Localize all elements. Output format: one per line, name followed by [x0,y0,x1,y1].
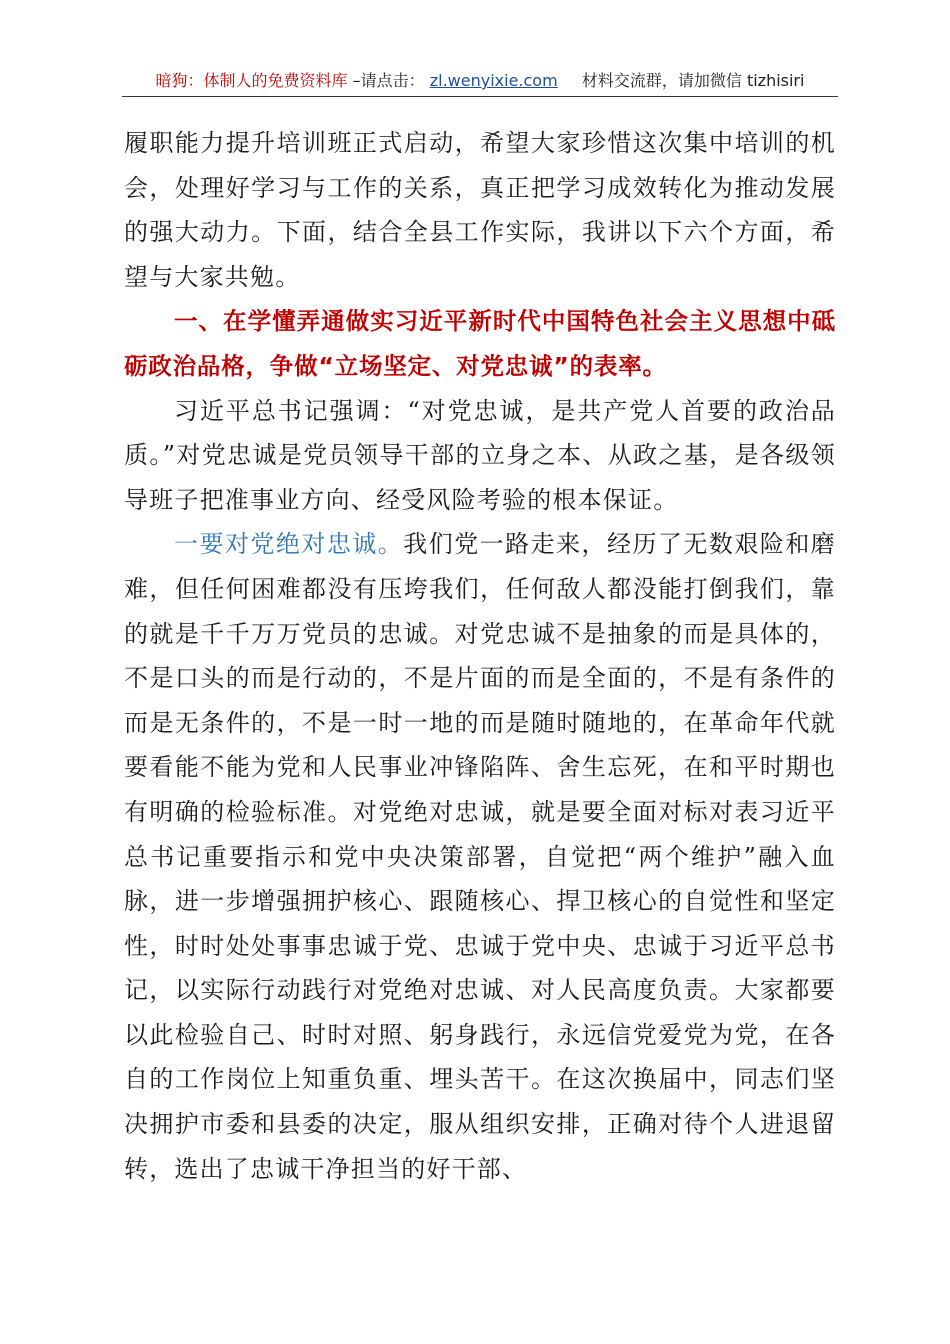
intro-paragraph: 履职能力提升培训班正式启动，希望大家珍惜这次集中培训的机会，处理好学习与工作的关系，真正把学习成效转化为推动发展的强大动力。下面，结合全县工作实际，我讲以下六个方面，希望与大家共勉。 [124,129,836,291]
page-header [122,66,838,97]
header-prompt: –请点击： [352,71,425,90]
document-body [124,121,836,1191]
point-1-paragraph [124,522,836,1191]
header-contact: 材料交流群，请加微信 tizhisiri [581,71,805,90]
point-1-text: 我们党一路走来，经历了无数艰险和磨难，但任何困难都没有压垮我们，任何敌人都没能打倒我们，靠的就是千千万万党员的忠诚。对党忠诚不是抽象的而是具体的，不是口头的而是行动的，不是片面的而是全面的，不是有条件的而是无条件的，不是一时一地的而是随时随地的，在革命年代就要看能不能为党和人民事业冲锋陷阵、舍生忘死，在和平时期也有明确的检验标准。对党绝对忠诚，就是要全面对标对表习近平总书记重要指示和党中央决策部署，自觉把“两个维护”融入血脉，进一步增强拥护核心、跟随核心、捍卫核心的自觉性和坚定性，时时处处事事忠诚于党、忠诚于党中央、忠诚于习近平总书记，以实际行动践行对党绝对忠诚、对人民高度负责。大家都要以此检验自己、时时对照、躬身践行，永远信党爱党为党，在各自的工作岗位上知重负重、埋头苦干。在这次换届中，同志们坚决拥护市委和县委的决定，服从组织安排，正确对待个人进退留转，选出了忠诚干净担当的好干部、 [124,530,836,1183]
section-1-heading: 一、在学懂弄通做实习近平新时代中国特色社会主义思想中砥砺政治品格，争做“立场坚定、对党忠诚”的表率。 [124,307,836,380]
header-url-link[interactable]: zl.wenyixie.com [429,71,558,90]
section-1-paragraph: 习近平总书记强调：“对党忠诚，是共产党人首要的政治品质。”对党忠诚是党员领导干部的立身之本、从政之基，是各级领导班子把准事业方向、经受风险考验的根本保证。 [124,396,836,514]
point-1-lead: 一要对党绝对忠诚。 [174,530,404,559]
header-brand: 暗狗：体制人的免费资料库 [155,71,348,90]
